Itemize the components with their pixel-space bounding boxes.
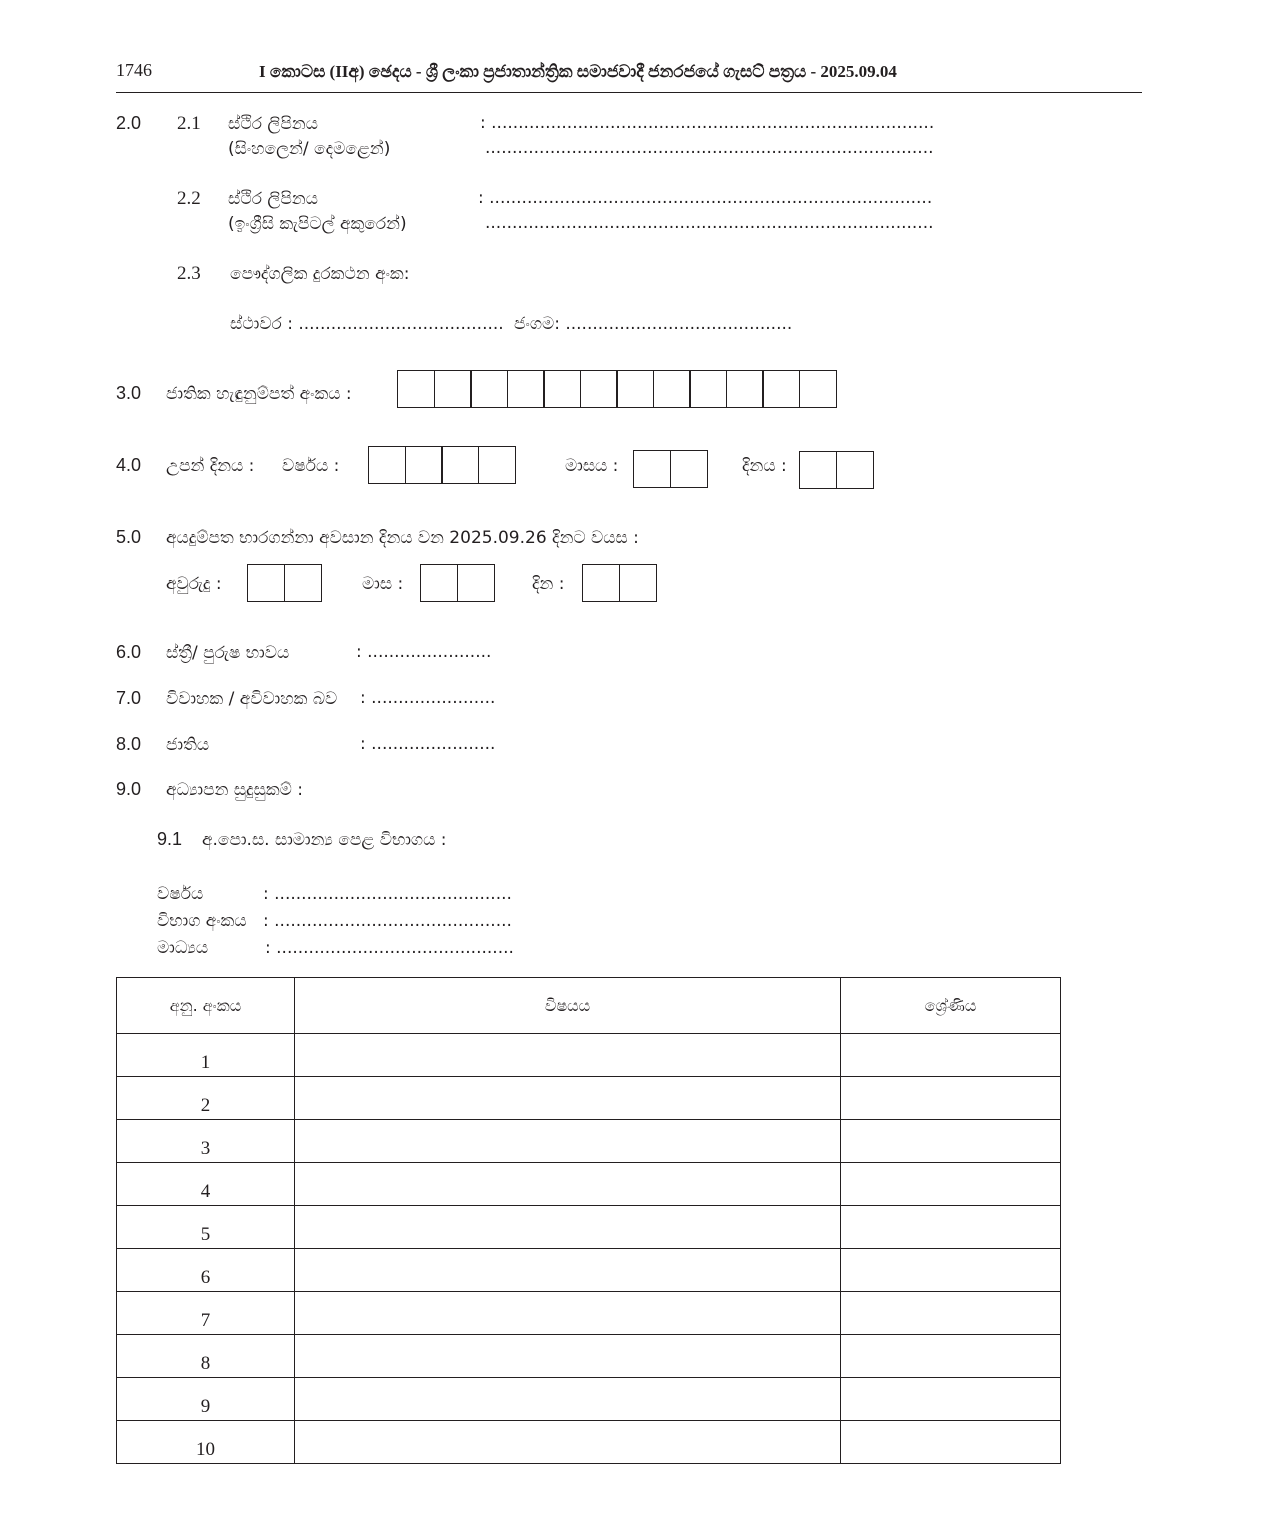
table-row [117,1163,1061,1206]
marital-status-label: විවාහක / අවිවාහක බව [166,689,338,709]
page-number: 1746 [116,60,152,80]
table-row [117,1335,1061,1378]
section-7-number: 7.0 [116,688,142,708]
serial-number-cell: 7 [117,1292,295,1335]
birth-year-digit-box[interactable] [441,446,479,484]
nic-digit-box[interactable] [507,370,545,408]
nic-digit-box[interactable] [434,370,472,408]
grade-cell[interactable] [841,1249,1061,1292]
permanent-address-sublabel: (සිංහලෙන්/ දෙමළෙන්) [228,139,391,159]
age-at-closing-date-label: අයදුම්පත භාරගන්නා අවසාන දිනය වන 2025.09.26 දිනට වයස : [166,528,639,548]
age-years-boxes [247,564,322,602]
permanent-address-field-line-1[interactable]: : .................................................................................. [480,113,935,133]
age-years-label: අවුරුදු : [166,574,222,594]
exam-year-label: වර්ෂය [157,884,204,904]
nic-digit-box[interactable] [397,370,435,408]
permanent-address-english-field-line-1[interactable]: : .................................................................................. [478,188,933,208]
gender-field[interactable]: : ....................... [356,642,492,662]
subject-cell[interactable] [295,1077,841,1120]
subject-column-header: විෂයය [295,978,841,1034]
section-2-3-number: 2.3 [177,263,201,284]
age-years-digit-box[interactable] [247,564,285,602]
table-row [117,1206,1061,1249]
serial-number-cell: 2 [117,1077,295,1120]
table-row [117,1249,1061,1292]
exam-year-field[interactable]: : ............................................ [263,884,512,904]
age-days-digit-box[interactable] [619,564,657,602]
serial-number-cell: 3 [117,1120,295,1163]
table-row [117,1421,1061,1464]
header-divider [116,92,1142,93]
age-months-digit-box[interactable] [457,564,495,602]
section-6-number: 6.0 [116,642,142,662]
section-9-number: 9.0 [116,779,142,799]
birth-day-boxes [799,451,874,489]
permanent-address-english-field-line-2[interactable]: ................................................................................... [485,213,934,233]
subject-cell[interactable] [295,1120,841,1163]
nic-digit-box[interactable] [470,370,508,408]
serial-number-cell: 5 [117,1206,295,1249]
grade-cell[interactable] [841,1378,1061,1421]
section-5-number: 5.0 [116,527,142,547]
nic-digit-box[interactable] [616,370,654,408]
birth-day-label: දිනය : [742,456,787,476]
nationality-field[interactable]: : ....................... [360,734,496,754]
birth-year-digit-box[interactable] [478,446,516,484]
section-2-1-number: 2.1 [177,113,201,134]
age-days-digit-box[interactable] [582,564,620,602]
gender-label: ස්ත්‍රී/ පුරුෂ භාවය [166,643,290,663]
serial-number-cell: 8 [117,1335,295,1378]
section-9-1-number: 9.1 [157,829,183,849]
nic-digit-box[interactable] [580,370,618,408]
section-2-number: 2.0 [116,113,142,133]
exam-index-field[interactable]: : ............................................ [263,911,512,931]
grade-cell[interactable] [841,1077,1061,1120]
nic-digit-box[interactable] [762,370,800,408]
subject-cell[interactable] [295,1163,841,1206]
section-2-2-number: 2.2 [177,188,201,209]
age-days-label: දින : [532,574,565,594]
nic-digit-box[interactable] [543,370,581,408]
section-3-number: 3.0 [116,383,142,403]
exam-index-label: විභාග අංකය [157,911,247,931]
exam-results-table [116,977,1061,1464]
age-months-boxes [420,564,495,602]
table-row [117,1120,1061,1163]
serial-number-cell: 10 [117,1421,295,1464]
mobile-field[interactable]: ජංගම: .......................................... [514,314,793,334]
serial-number-cell: 4 [117,1163,295,1206]
birth-month-digit-box[interactable] [670,450,708,488]
nic-digit-box[interactable] [653,370,691,408]
age-months-digit-box[interactable] [420,564,458,602]
permanent-address-english-sublabel: (ඉංග්‍රීසි කැපිටල් අකුරෙන්) [228,214,407,234]
section-8-number: 8.0 [116,734,142,754]
birth-month-digit-box[interactable] [633,450,671,488]
grade-cell[interactable] [841,1034,1061,1077]
nic-number-boxes [397,370,837,408]
subject-cell[interactable] [295,1335,841,1378]
subject-cell[interactable] [295,1206,841,1249]
table-row [117,1378,1061,1421]
birth-year-digit-box[interactable] [405,446,443,484]
grade-cell[interactable] [841,1120,1061,1163]
subject-cell[interactable] [295,1378,841,1421]
permanent-address-english-label: ස්ථිර ලිපිනය [228,189,318,209]
gazette-header-title: I කොටස (IIඅ) ඡෙදය - ශ්‍රී ලංකා ප්‍රජාතාන්ත්‍රික සමාජවාදී ජනරජයේ ගැසට් පත්‍රය - 2025.09.04 [259,62,897,81]
marital-status-field[interactable]: : ....................... [360,688,496,708]
personal-phone-label: පෞද්ගලික දුරකථන අංක: [230,264,410,284]
serial-number-cell: 1 [117,1034,295,1077]
subject-cell[interactable] [295,1034,841,1077]
gce-ol-exam-label: අ.පො.ස. සාමාන්‍ය පෙළ විභාගය : [202,830,447,850]
nic-digit-box[interactable] [726,370,764,408]
permanent-address-label: ස්ථිර ලිපිනය [228,114,318,134]
serial-number-cell: 9 [117,1378,295,1421]
grade-cell[interactable] [841,1163,1061,1206]
birth-month-label: මාසය : [565,456,619,476]
age-days-boxes [582,564,657,602]
exam-medium-label: මාධ්‍යය [157,938,209,958]
section-4-number: 4.0 [116,455,142,475]
grade-cell[interactable] [841,1421,1061,1464]
table-row [117,1292,1061,1335]
subject-cell[interactable] [295,1421,841,1464]
birth-year-label: වර්ෂය : [282,456,340,476]
birth-year-digit-box[interactable] [368,446,406,484]
permanent-address-field-line-2[interactable]: ................................................................................... [485,138,934,158]
birth-year-boxes [368,446,516,484]
nationality-label: ජාතිය [166,735,210,755]
birth-day-digit-box[interactable] [836,451,874,489]
table-header-row [117,978,1061,1034]
grade-cell[interactable] [841,1292,1061,1335]
grade-cell[interactable] [841,1335,1061,1378]
landline-field[interactable]: ස්ථාවර : ...................................... [230,314,504,334]
educational-qualifications-label: අධ්‍යාපන සුදුසුකම් : [166,780,303,800]
grade-column-header: ශ්‍රේණිය [841,978,1061,1034]
serial-number-cell: 6 [117,1249,295,1292]
grade-cell[interactable] [841,1206,1061,1249]
serial-number-column-header: අනු. අංකය [117,978,295,1034]
birth-month-boxes [633,450,708,488]
nic-digit-box[interactable] [799,370,837,408]
age-months-label: මාස : [362,574,404,594]
subject-cell[interactable] [295,1292,841,1335]
table-row [117,1034,1061,1077]
subject-cell[interactable] [295,1249,841,1292]
date-of-birth-label: උපන් දිනය : [166,456,255,476]
nic-number-label: ජාතික හැඳුනුම්පත් අංකය : [166,384,352,404]
nic-digit-box[interactable] [689,370,727,408]
exam-medium-field[interactable]: : ............................................ [265,938,514,958]
birth-day-digit-box[interactable] [799,451,837,489]
table-row [117,1077,1061,1120]
age-years-digit-box[interactable] [284,564,322,602]
